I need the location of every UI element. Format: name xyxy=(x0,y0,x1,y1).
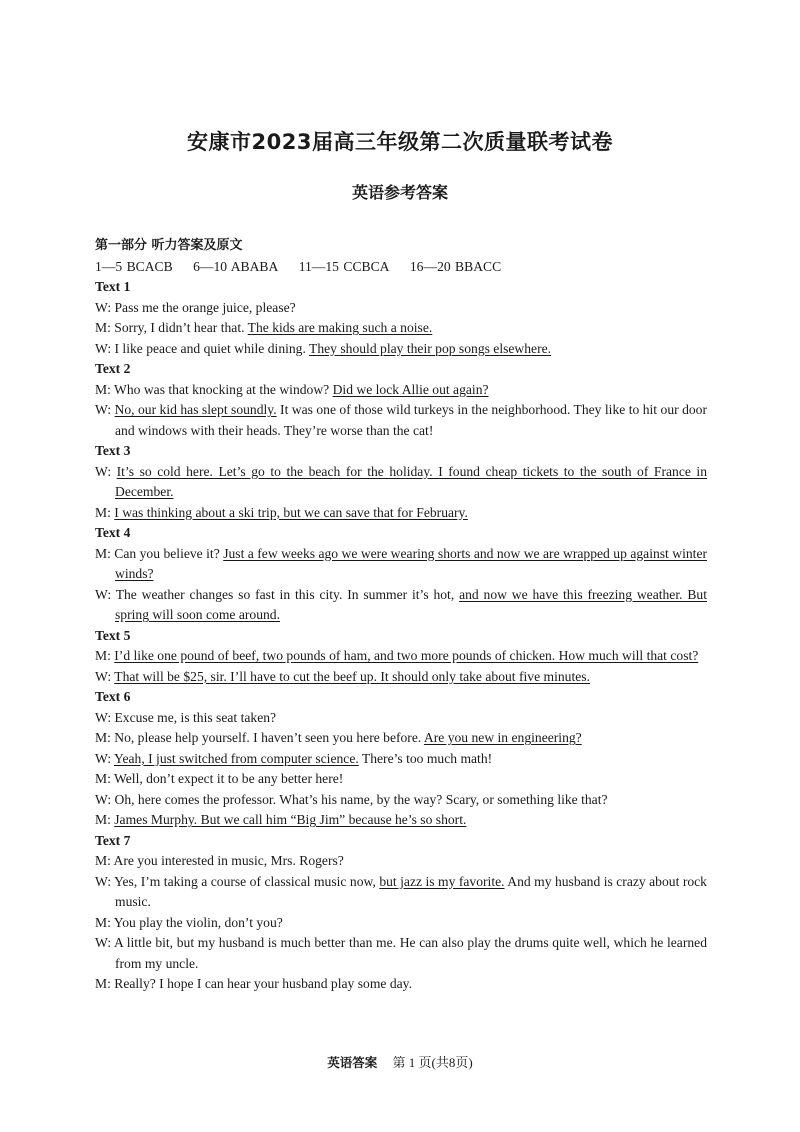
dialogue-line xyxy=(95,585,707,626)
answer-group: 1—5 BCACB xyxy=(95,258,173,274)
dialogue-text: M: Well, don’t expect it to be any better here! xyxy=(95,771,344,786)
dialogue-text: W: A little bit, but my husband is much better than me. He can also play the drums quite well, which he learned from my uncle. xyxy=(95,935,707,971)
dialogue-line xyxy=(95,544,707,585)
transcript-heading: Text 2 xyxy=(95,361,131,376)
document-body xyxy=(95,236,707,995)
dialogue-text: W: Oh, here comes the professor. What’s his name, by the way? Scary, or something like that? xyxy=(95,791,608,807)
dialogue-text: W: I like peace and quiet while dining. xyxy=(95,340,310,356)
underlined-answer-text: but jazz is my favorite. xyxy=(379,873,505,889)
underlined-answer-text: and now we have this freezing weather. But spring will soon come around. xyxy=(115,586,707,622)
dialogue-text: It was one of those wild turkeys in the neighborhood. They like to hit our door and windows with their heads. They’re worse than the cat! xyxy=(115,402,707,438)
underlined-answer-text: No, our kid has slept soundly. xyxy=(114,402,277,417)
dialogue-line xyxy=(95,851,707,872)
footer-subject: 英语答案 xyxy=(327,1055,378,1070)
dialogue-text: W: Pass me the orange juice, please? xyxy=(95,299,296,315)
dialogue-text: M: Really? I hope I can hear your husband play some day. xyxy=(95,976,412,991)
dialogue-line xyxy=(95,298,707,319)
underlined-answer-text: Are you new in engineering? xyxy=(423,730,582,745)
dialogue-text: W: xyxy=(95,463,117,479)
dialogue-text: W: xyxy=(95,668,115,684)
page-title: 安康市2023届高三年级第二次质量联考试卷 xyxy=(187,130,613,154)
underlined-answer-text: I was thinking about a ski trip, but we can save that for February. xyxy=(114,504,468,520)
transcript-heading: Text 7 xyxy=(95,832,131,848)
dialogue-text: And my husband is crazy about rock music. xyxy=(115,873,707,909)
dialogue-line xyxy=(95,462,707,503)
underlined-answer-text: They should play their pop songs elsewhere. xyxy=(309,340,552,356)
underlined-answer-text: The kids are making such a noise. xyxy=(247,320,433,335)
underlined-answer-text: That will be $25, sir. I’ll have to cut the beef up. It should only take about five minutes. xyxy=(114,668,590,684)
underlined-answer-text: Just a few weeks ago we were wearing shorts and now we are wrapped up against winter winds? xyxy=(115,545,707,581)
dialogue-line xyxy=(95,339,707,360)
dialogue-text: M: xyxy=(95,812,115,827)
dialogue-text: M: xyxy=(95,648,115,663)
underlined-answer-text: Yeah, I just switched from computer science. xyxy=(114,750,359,766)
dialogue-text: W: xyxy=(95,402,115,417)
dialogue-line xyxy=(95,318,707,339)
transcript-heading: Text 3 xyxy=(95,443,131,458)
underlined-answer-text: Did we lock Allie out again? xyxy=(332,381,489,397)
section-heading: 第一部分 听力答案及原文 xyxy=(95,238,243,253)
page-footer xyxy=(0,1052,800,1071)
transcript-list xyxy=(95,277,707,995)
dialogue-text: W: Excuse me, is this seat taken? xyxy=(95,709,277,725)
underlined-answer-text: James Murphy. But we call him “Big Jim” because he’s so short. xyxy=(114,812,467,827)
dialogue-line xyxy=(95,380,707,401)
dialogue-text: W: xyxy=(95,750,114,766)
dialogue-text: There’s too much math! xyxy=(358,750,493,766)
dialogue-text: W: Yes, I’m taking a course of classical music now, xyxy=(95,873,380,889)
dialogue-line xyxy=(95,810,707,831)
underlined-answer-text: It’s so cold here. Let’s go to the beach for the holiday. I found cheap tickets to the south of France in December. xyxy=(115,463,707,499)
dialogue-line xyxy=(95,667,707,688)
transcript-heading: Text 1 xyxy=(95,279,131,294)
dialogue-text: M: Who was that knocking at the window? xyxy=(95,381,333,397)
answer-key xyxy=(95,257,707,278)
footer-page-number: 第 1 页(共8页) xyxy=(392,1055,473,1070)
transcript-heading: Text 5 xyxy=(95,627,131,643)
dialogue-line xyxy=(95,769,707,790)
dialogue-text: M: Sorry, I didn’t hear that. xyxy=(95,320,248,335)
dialogue-line xyxy=(95,933,707,974)
dialogue-line xyxy=(95,749,707,770)
dialogue-line xyxy=(95,790,707,811)
dialogue-text: M: Are you interested in music, Mrs. Rogers? xyxy=(95,853,344,868)
page-subtitle: 英语参考答案 xyxy=(351,183,448,202)
dialogue-line xyxy=(95,913,707,934)
dialogue-line xyxy=(95,708,707,729)
dialogue-text: M: You play the violin, don’t you? xyxy=(95,914,283,930)
answer-group: 16—20 BBACC xyxy=(409,258,502,274)
dialogue-line xyxy=(95,728,707,749)
answer-group: 6—10 ABABA xyxy=(193,258,279,274)
dialogue-line xyxy=(95,646,707,667)
underlined-answer-text: I’d like one pound of beef, two pounds of ham, and two more pounds of chicken. How much will that cost? xyxy=(114,648,699,663)
transcript-heading: Text 4 xyxy=(95,525,131,540)
dialogue-text: M: No, please help yourself. I haven’t seen you here before. xyxy=(95,730,424,745)
dialogue-line xyxy=(95,400,707,441)
dialogue-text: W: The weather changes so fast in this city. In summer it’s hot, xyxy=(95,586,460,602)
transcript-heading: Text 6 xyxy=(95,689,131,704)
dialogue-text: M: xyxy=(95,504,115,520)
answer-group: 11—15 CCBCA xyxy=(298,258,390,274)
dialogue-text: M: Can you believe it? xyxy=(95,545,224,561)
dialogue-line xyxy=(95,503,707,524)
dialogue-line xyxy=(95,974,707,995)
dialogue-line xyxy=(95,872,707,913)
